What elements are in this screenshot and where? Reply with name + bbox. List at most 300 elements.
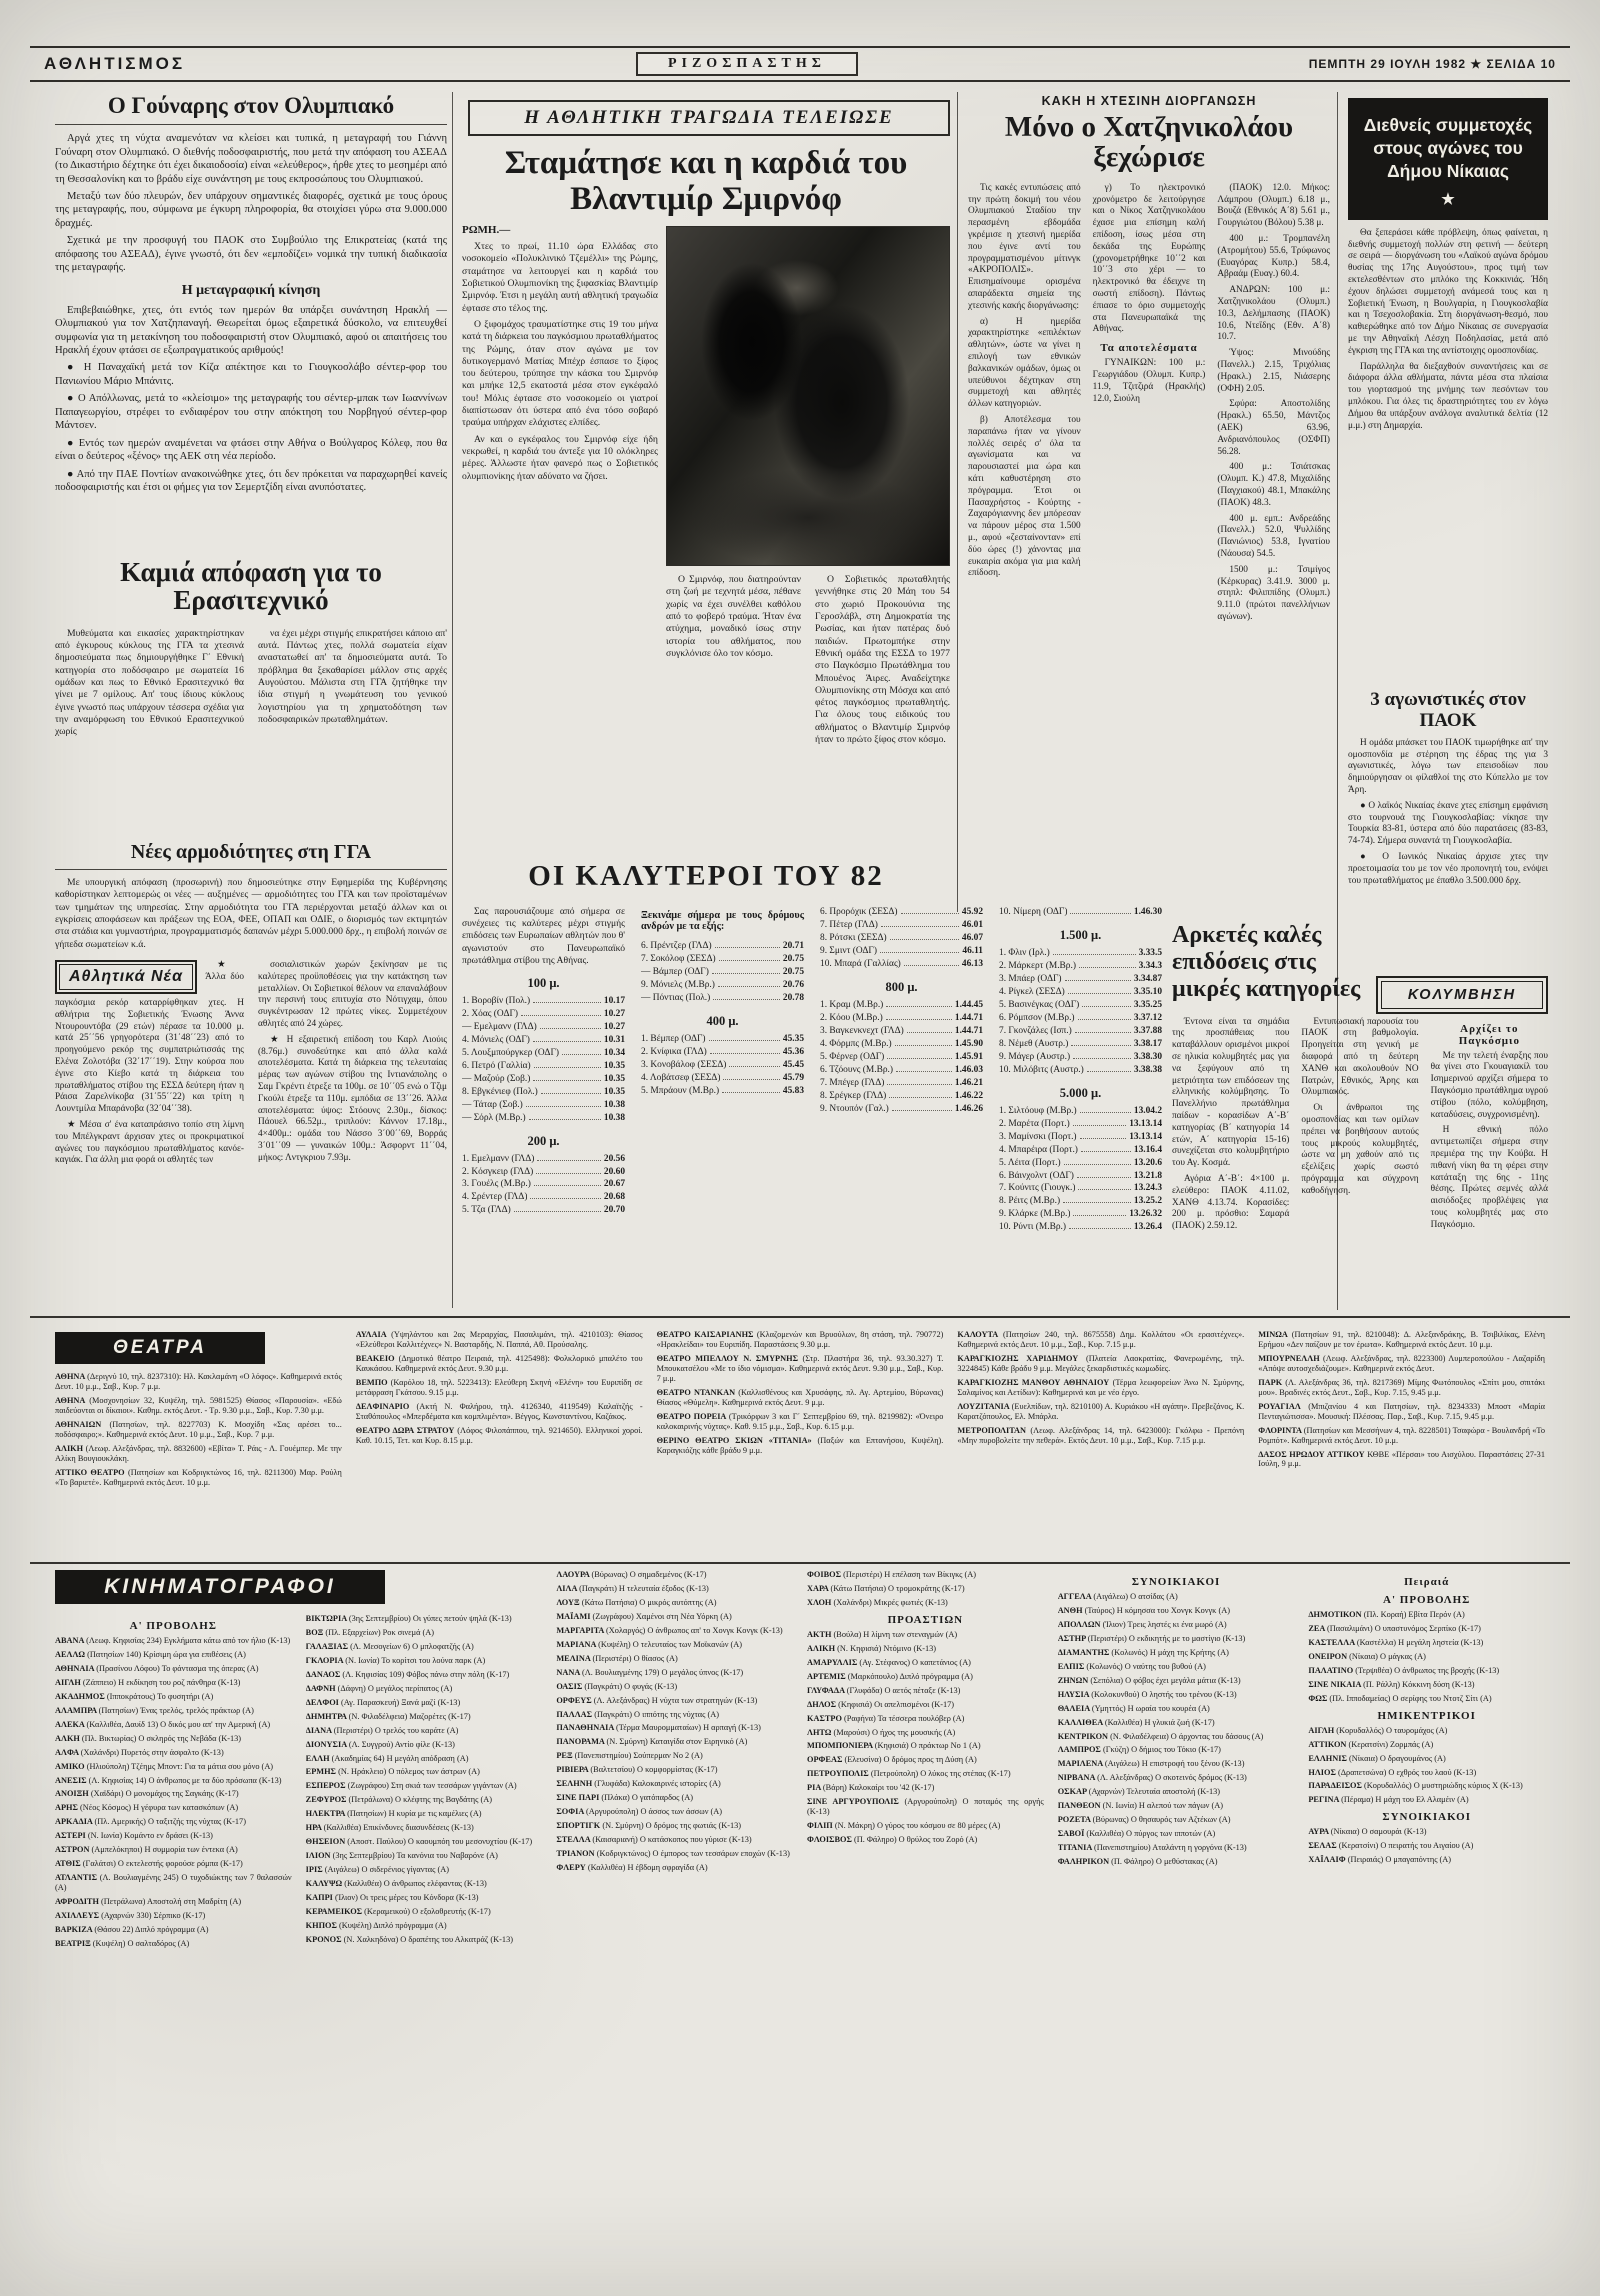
venue-listing: ΔΗΛΟΣ (Κηφισιά) Οι απελπισμένοι (Κ-17) (807, 1699, 955, 1709)
venue-name: ΚΑΛΥΨΩ (305, 1879, 345, 1889)
event-list (999, 1105, 1162, 1235)
theater-listings (55, 1330, 1545, 1558)
venue-name: ΚΑΛΛΙΘΕΑ (1057, 1717, 1105, 1727)
venue-listing: ΠΕΤΡΟΥΠΟΛΙΣ (Πετρούπολη) Ο λύκος της στέπας (Κ-17) (807, 1769, 1011, 1779)
venue-name: ΑΛΚΗ (55, 1733, 82, 1743)
venue-listing: ΚΑΛΥΨΩ (Καλλιθέα) Ο άνθρωπος ελέφαντας (Κ-13) (305, 1879, 487, 1889)
athlete-name: — Βάμπερ (ΟΔΓ) (641, 966, 709, 977)
venue-name: ΚΑΡΑΓΚΙΟΖΗΣ ΜΑΝΘΟΥ ΑΘΗΝΑΙΟΥ (957, 1377, 1113, 1387)
paragraph: Ο Σμιρνόφ, που διατηρούνταν στη ζωή με τεχνητά μέσα, πέθανε χωρίς να έχει συνέλθει καθόλου από το φοβερό τραύμα. Ήταν ένα ατύχημα, μοναδικό ίσως στην ιστορία του αθλήματος, που συγκλόνισε όλο τον κόσμο. (666, 574, 801, 659)
leader-dots (729, 1066, 780, 1067)
result-time: 1.44.45 (954, 999, 983, 1010)
result-time: 10.31 (603, 1034, 625, 1045)
venue-listing: ΙΡΙΣ (Αιγάλεω) Ο σιδερένιος γίγαντας (Α) (305, 1865, 450, 1875)
result-time: 3.35.10 (1133, 986, 1162, 997)
event-list (641, 1033, 804, 1098)
leader-dots (514, 1211, 601, 1212)
result-time: 3.33.5 (1138, 947, 1162, 958)
leader-dots (541, 1093, 601, 1094)
venue-listing: ΣΙΝΕ ΑΡΓΥΡΟΥΠΟΛΙΣ (Αργυρούπολη) Ο ποταμός της οργής (Κ-13) (807, 1797, 1044, 1817)
athlete-name: 2. Κνίφικα (ΓΛΔ) (641, 1046, 707, 1057)
result-time: 46.13 (961, 958, 983, 969)
venue-listing: ΚΑΣΤΡΟ (Ραφήνα) Τα τέσσερα πουλόβερ (Α) (807, 1713, 965, 1723)
column-rule (452, 92, 453, 1308)
result-time: 20.60 (603, 1166, 625, 1177)
venue-listing: ΦΛΕΡΥ (Καλλιθέα) Η έβδομη σφραγίδα (Α) (556, 1863, 708, 1873)
venue-name: ΒΟΞ (305, 1627, 326, 1637)
athlete-name: 4. Μπαρέιρα (Πορτ.) (999, 1144, 1078, 1155)
cinema-column (807, 1570, 1044, 2282)
venue-name: ΘΕΑΤΡΟ ΝΤΑΝΚΑΝ (656, 1387, 739, 1397)
venue-listing: ΣΠΟΡΤΙΓΚ (Ν. Σμύρνη) Ο δρόμος της φωτιάς (Κ-13) (556, 1821, 742, 1831)
result-time: 1.45.90 (954, 1038, 983, 1049)
leader-dots (1078, 1019, 1131, 1020)
leader-dots (521, 1015, 601, 1016)
venue-listing: ΔΑΣΟΣ ΗΡΩΔΟΥ ΑΤΤΙΚΟΥ ΚΘΒΕ «Πέρσαι» του Αισχύλου. Παραστάσεις 27-31 Ιούλη, 9 μ.μ. (1258, 1449, 1545, 1469)
athlete-name: 4. Σρέντερ (ΓΛΔ) (462, 1192, 528, 1203)
date-page-number: ΠΕΜΠΤΗ 29 ΙΟΥΛΗ 1982 ★ ΣΕΛΙΔΑ 10 (1308, 57, 1556, 71)
venue-listing: ΑΣΤΡΟΝ (Αμπελόκηποι) Η συμμορία των έντεκα (Α) (55, 1845, 238, 1855)
athlete-name: 5. Τζα (ΓΛΔ) (462, 1205, 511, 1216)
leader-dots (537, 1160, 600, 1161)
venue-name: ΘΕΑΤΡΟ ΠΟΡΕΙΑ (656, 1411, 729, 1421)
venue-name: ΔΗΜΟΤΙΚΟΝ (1308, 1610, 1364, 1619)
venue-name: ΕΛΛΗ (305, 1753, 332, 1763)
venue-listing: ΦΛΟΡΙΝΤΑ (Πατησίων και Μεσσήνων 4, τηλ. 8228501) Τσαφώρα - Βουλανδρή «Το Ρομπότ». Καθημερινά εκτός Δευτ. 10 μ.μ. (1258, 1425, 1545, 1445)
venue-name: ΛΟΥΞ (556, 1597, 582, 1607)
result-row (462, 995, 625, 1008)
athlete-name: 2. Κόου (Μ.Βρ.) (820, 1012, 883, 1023)
result-time: 3.38.17 (1133, 1038, 1162, 1049)
article-headline: Ο Γούναρης στον Ολυμπιακό (55, 94, 447, 125)
venue-name: ΕΣΠΕΡΟΣ (305, 1781, 348, 1791)
result-row (462, 1034, 625, 1047)
result-row (999, 1118, 1162, 1131)
athlete-name: 9. Μάγερ (Αυστρ.) (999, 1051, 1071, 1062)
event-header: 400 μ. (706, 1013, 739, 1028)
venue-listing: ΒΕΜΠΟ (Καρόλου 18, τηλ. 5223413): Ελεύθερη Σκηνή «Ελένη» του Ευριπίδη σε μετάφραση Γκάτσου. 9.15 μ.μ. (355, 1377, 643, 1397)
venue-listing: ΡΙΑ (Βάρη) Καλοκαίρι του '42 (Κ-17) (807, 1783, 935, 1793)
leader-dots (892, 1110, 952, 1111)
venue-name: ΦΛΟΡΙΝΤΑ (1258, 1425, 1304, 1435)
paragraph: ΓΥΝΑΙΚΩΝ: 100 μ.: Γεωργιάδου (Ολυμπ. Κυπρ.) 11.9, Τζιτζιρά (Ηρακλής) 12.0, Σιούλη (1092, 358, 1206, 404)
venue-listing: ΑΤΛΑΝΤΙΣ (Λ. Βουλιαγμένης 245) Ο τυχοδιώκτης των 7 θαλασσών (Α) (55, 1873, 292, 1893)
venue-name: ΑΘΗΝΑ (55, 1372, 88, 1381)
event-list (820, 999, 983, 1116)
venue-name: ΚΗΠΟΣ (305, 1920, 339, 1930)
paragraph: Αν και ο εγκέφαλος του Σμιρνόφ είχε ήδη νεκρωθεί, η καρδιά του άντεξε για 10 ολόκληρες μέρες. Άλλωστε ήταν φανερό πως ο Σοβιετικός ολυμπιονίκης ήταν αδύνατο να ζήσει. (462, 433, 658, 482)
venue-name: ΟΑΣΙΣ (556, 1681, 585, 1691)
venue-name: ΜΑΡΙΛΕΝΑ (1057, 1759, 1105, 1769)
venue-name: ΣΙΝΕ ΠΑΡΙ (556, 1793, 602, 1803)
result-row (462, 1047, 625, 1060)
athlete-name: 4. Λοβάτσεφ (ΣΕΣΔ) (641, 1072, 721, 1083)
venue-listing: ΑΣΤΗΡ (Περιστέρι) Ο εκδικητής με το μαστίγιο (Κ-13) (1057, 1633, 1246, 1643)
article-column (1172, 1017, 1289, 1237)
result-row (462, 1178, 625, 1191)
result-row (999, 1064, 1162, 1077)
venue-name: ΠΑΡΚ (1258, 1377, 1286, 1387)
paragraph: Έντονα είναι τα σημάδια της προσπάθειας που καταβάλλουν ορισμένοι μικροί σε ηλικία κολυμβητές μας για να ξεφύγουν από τη μετριότητα των επιδόσεων της ελληνικής κολύμβησης. Το Πανελλήνιο πρωτάθλημα παίδων - κορασίδων Α΄-Β΄ κατηγορίας (Β΄ κατηγορία 14 ετών, Α΄ κατηγορία 15-16) συνεχίζεται στο κολυμβητήριο του Αγ. Κοσμά. (1172, 1016, 1290, 1169)
result-time: 46.07 (961, 932, 983, 943)
result-time: 45.36 (782, 1046, 804, 1057)
result-row (462, 1099, 625, 1112)
result-row (820, 1103, 983, 1116)
paragraph: ★ Άλλα δύο παγκόσμια ρεκόρ καταρρίφθηκαν χτες. Η αθλήτρια της Σοβιετικής Ένωσης Άννα Ντουρουντόβα (29 ετών) πέρασε τα 10.000 μ. κατά 25΄΄56 γρηγορότερα (31΄48΄΄23) από το προηγούμενο ρεκόρ της συμπατριώτισσάς της Ελένα Ζολοτόβα (32΄17΄΄19). Στην κούρσα που έγινε στο Κίεβο κατά τη διάρκεια του πρωταθλήματος στίβου της ΕΣΣΔ δεύτερη ήταν η Ράισα Ζαρελνίκοβα (31΄55΄΄22) και τρίτη η Λουντμίλα Μπαράνοβα (32΄04΄΄38). (55, 960, 244, 1115)
result-row (999, 1170, 1162, 1183)
venue-listing: ΘΕΑΤΡΟ ΝΤΑΝΚΑΝ (Καλλισθένους και Χρυσάφης, πλ. Αγ. Αρτεμίου, Βύρωνας) Θίασος «Θύμελη». Καθημερινά εκτός Δευτ. 9 μ.μ. (656, 1387, 944, 1407)
venue-name: ΔΕΛΦΟΙ (305, 1697, 341, 1707)
paragraph: Αγόρια Α΄-Β΄: 4×100 μ. ελεύθερο: ΠΑΟΚ 4.11.02, ΧΑΝΘ 4.13.74. Κορασίδες: 200 μ. πρόσθιο: Σαμαρά (ΠΑΟΚ) 2.59.12. (1172, 1173, 1290, 1232)
leader-dots (887, 1058, 952, 1059)
venue-name: ΑΒΑΝΑ (55, 1636, 87, 1645)
venue-name: ΑΜΙΚΟ (55, 1761, 87, 1771)
result-time: 1.46.03 (954, 1064, 983, 1075)
listing-section-header: ΣΥΝΟΙΚΙΑΚΟΙ (1382, 1811, 1471, 1824)
venue-listing: ΔΙΟΝΥΣΙΑ (Λ. Συγγρού) Αντίο φίλε (Κ-13) (305, 1739, 455, 1749)
venue-name: ΘΑΛΕΙΑ (1057, 1703, 1092, 1713)
venue-name: ΣΙΝΕ ΝΙΚΑΙΑ (1308, 1679, 1364, 1689)
venue-listing: ΜΙΝΩΑ (Πατησίων 91, τηλ. 8210048): Δ. Αλεξανδράκης, Β. Τσιβιλίκας, Ελένη Ερήμου «Δεν παίζουν με τον έρωτα». Καθημερινά εκτός Δευτ. 10 μ.μ. (1258, 1330, 1545, 1349)
venue-name: ΜΕΤΡΟΠΟΛΙΤΑΝ (957, 1425, 1031, 1435)
venue-name: ΖΕΑ (1308, 1623, 1328, 1633)
section-divider (30, 1562, 1570, 1564)
venue-listing: ΑΦΡΟΔΙΤΗ (Πετράλωνα) Αποστολή στη Μαδρίτη (Α) (55, 1897, 242, 1907)
result-time: 13.04.2 (1133, 1105, 1162, 1116)
article-headline: Νέες αρμοδιότητες στη ΓΓΑ (55, 842, 447, 870)
cinema-column (1308, 1570, 1545, 2282)
venue-listing: ΑΓΓΕΛΑ (Αιγάλεω) Ο ατσίδας (Α) (1057, 1592, 1178, 1601)
venue-listing: ΝΑΝΑ (Λ. Βουλιαγμένης 179) Ο μεγάλος ύπνος (Κ-17) (556, 1667, 744, 1677)
result-row (462, 1153, 625, 1166)
result-time: 3.38.38 (1133, 1064, 1162, 1075)
venue-name: ΑΘΗΝΑΙΑ (55, 1663, 97, 1673)
venue-listing: ΜΠΟΜΠΟΝΙΕΡΑ (Κηφισιά) Ο πράκτωρ Νο 1 (Α) (807, 1741, 981, 1751)
venue-listing: ΧΑΪΛΑΙΦ (Πειραιάς) Ο μπαγαπόντης (Α) (1308, 1855, 1452, 1865)
leader-dots (1087, 1071, 1131, 1072)
paragraph: σοσιαλιστικών χωρών ξεκίνησαν με τις καλύτερες προϋποθέσεις για την κατάκτηση των μεταλλίων. Οι Σοβιετικοί θέλουν να επαναλάβουν την περσινή τους επιτυχία στο Νότιγχαμ, όπου συγκέντρωσαν 12 πρώτες νίκες. Συμμετέχουν αθλητές από 24 χώρες. (258, 960, 447, 1029)
paragraph: Σφύρα: Αποστολίδης (Ηρακλ.) 65.50, Μάντζος (ΑΕΚ) 63.96, Ανδριανόπουλος (ΟΣΦΠ) 56.28. (1217, 399, 1330, 457)
venue-name: ΣΠΟΡΤΙΓΚ (556, 1821, 603, 1831)
result-row (641, 979, 804, 992)
athlete-name: 1. Εμελμανν (ΓΛΔ) (462, 1153, 535, 1164)
paragraph: Οι άνθρωποι της ομοσπονδίας και των ομίλων πρέπει να βοηθήσουν αυτούς τους μικρούς κολυμβητές, ώστε να μη χαθούν από τις εξελίξεις χωρίς σωστό πρόγραμμα και σύγχρονη καθοδήγηση. (1301, 1103, 1419, 1196)
paragraph: Με την τελετή έναρξης που θα γίνει στο Γκουαγιακίλ του Ισημερινού αρχίζει σήμερα το Παγκόσμιο πρωτάθλημα υγρού στίβου (πόλο, κολύμβηση, καταδύσεις, συγχρονισμένη). (1430, 1050, 1548, 1120)
venue-listing: ΑΙΓΛΗ (Κορυδαλλός) Ο ταυρομάχος (Α) (1308, 1725, 1448, 1735)
article-kicker: ΚΑΚΗ Η ΧΤΕΣΙΝΗ ΔΙΟΡΓΑΝΩΣΗ (1041, 94, 1257, 108)
venue-listing: ΑΤΤΙΚΟΝ (Κερατσίνι) Ζορμπάς (Α) (1308, 1739, 1434, 1749)
venue-listing: ΜΕΤΡΟΠΟΛΙΤΑΝ (Λεωφ. Αλεξάνδρας 14, τηλ. 6423000): Γκόλφω - Πρεπόνη «Μην πυροβολείτε την πεθερά». Εκτός Δευτ. 10 μ.μ., Σαβ., Κυρ. 7.15 μ.μ. (957, 1425, 1245, 1445)
venue-name: ΗΛΥΣΙΑ (1057, 1689, 1092, 1699)
leader-dots (1063, 1202, 1131, 1203)
venue-name: ΔΕΛΦΙΝΑΡΙΟ (355, 1401, 417, 1411)
article-column (1217, 183, 1330, 628)
leader-dots (895, 1045, 952, 1046)
venue-listing: ΑΘΗΝΑΙΑ (Πρασίνου Λόφου) Το φάντασμα της όπερας (Α) (55, 1663, 259, 1673)
athlete-name: 3. Βαγκενκνεχτ (ΓΛΔ) (820, 1025, 904, 1036)
paragraph: ● Ο λαϊκός Νικαίας έκανε χτες επίσημη εμφάνιση στο τουρνουά της Γιουγκοσλαβίας: νίκησε την Τουρκία 83-81, ύστερα από δύο παρατάσεις (83-83, 74-74). Σήμερα συναντά τη Γιουγκοσλαβία. (1348, 800, 1548, 847)
venue-name: ΚΕΝΤΡΙΚΟΝ (1057, 1731, 1111, 1741)
venue-listing: ΑΠΟΛΛΩΝ (Ίλιον) Τρεις ληστές κι ένα μωρό (Α) (1057, 1619, 1227, 1629)
article-body (462, 241, 658, 483)
athlete-name: 2. Μάρκερτ (Μ.Βρ.) (999, 960, 1076, 971)
venue-listing: ΑΜΑΡΥΛΛΙΣ (Αγ. Στέφανος) Ο καπετάνιος (Α) (807, 1657, 971, 1667)
venue-name: ΡΕΞ (556, 1751, 575, 1761)
venue-listing: ΚΡΟΝΟΣ (Ν. Χαλκηδόνα) Ο δραπέτης του Αλκατράζ (Κ-13) (305, 1934, 513, 1944)
venue-listing: ΝΙΡΒΑΝΑ (Λ. Αλεξάνδρας) Ο σκοτεινός δρόμος (Κ-13) (1057, 1773, 1247, 1783)
nikaia-emblem-icon: ★ (1441, 191, 1455, 209)
results-column (999, 906, 1162, 1234)
athlete-name: 6. Τζόουνς (Μ.Βρ.) (820, 1064, 893, 1075)
venue-listing: ΒΑΡΚΙΖΑ (Θάσου 22) Διπλό πρόγραμμα (Α) (55, 1925, 209, 1935)
theater-column (1258, 1330, 1545, 1558)
venue-name: ΑΛΦΑ (55, 1747, 81, 1757)
venue-name: ΘΕΡΙΝΟ ΘΕΑΤΡΟ ΣΚΙΩΝ «ΤΙΤΑΝΙΑ» (656, 1435, 818, 1445)
result-time: 13.24.3 (1133, 1183, 1162, 1194)
leader-dots (1068, 993, 1131, 994)
venue-name: ΔΑΦΝΗ (305, 1683, 338, 1693)
athlete-name: 8. Εβγκένιεφ (Πολ.) (462, 1086, 538, 1097)
venue-listing: ΑΛΙΚΗ (Ν. Κηφισιά) Ντόμινο (Κ-13) (807, 1643, 937, 1653)
leader-dots (887, 1084, 952, 1085)
venue-listing: ΧΛΟΗ (Χαλάνδρι) Μικρές φωτιές (Κ-13) (807, 1597, 948, 1607)
article-subhead: Η μεταγραφική κίνηση (181, 282, 321, 298)
venue-name: ΠΑΝΟΡΑΜΑ (556, 1737, 607, 1747)
column-rule (957, 92, 958, 912)
leader-dots (529, 1119, 601, 1120)
leader-dots (1073, 1058, 1131, 1059)
venue-name: ΦΩΣ (1308, 1693, 1330, 1703)
venue-listing: ΚΕΝΤΡΙΚΟΝ (Ν. Φιλαδέλφεια) Ο άρχοντας του δάσους (Α) (1057, 1731, 1264, 1741)
result-row (641, 1085, 804, 1098)
leader-dots (534, 1067, 601, 1068)
result-row (462, 1086, 625, 1099)
venue-listing: ΘΗΣΕΙΟΝ (Αποστ. Παύλου) Ο καουμπόη του μεσονυχτίου (Κ-17) (305, 1837, 533, 1847)
venue-name: ΤΡΙΑΝΟΝ (556, 1849, 597, 1859)
athlete-name: 3. Κονοβάλοφ (ΣΕΣΔ) (641, 1059, 727, 1070)
venue-listing: ΑΕΛΛΩ (Πατησίων 140) Κρίσιμη ώρα για επιθέσεις (Α) (55, 1649, 246, 1659)
venue-name: ΑΧΙΛΛΕΥΣ (55, 1911, 102, 1921)
venue-name: ΚΑΡΑΓΚΙΟΖΗΣ ΧΑΡΙΔΗΜΟΥ (957, 1353, 1087, 1363)
venue-name: ΝΙΡΒΑΝΑ (1057, 1773, 1098, 1783)
venue-listing: ΗΛΙΟΣ (Δραπετσώνα) Ο εχθρός του λαού (Κ-13) (1308, 1767, 1477, 1777)
result-row (999, 947, 1162, 960)
athlete-name: 9. Ντουπόν (Γαλ.) (820, 1103, 889, 1114)
paragraph: (ΠΑΟΚ) 12.0. Μήκος: Λάμπρου (Ολυμπ.) 6.18 μ., Βουζά (Εθνικός Α΄8) 5.61 μ., Γουργιώτου (Βόλου) 5.38 μ. (1217, 182, 1330, 229)
leader-dots (904, 965, 959, 966)
paragraph: 400 μ. εμπ.: Ανδρεάδης (Πανελλ.) 52.0, Ψυλλίδης (Πανιώνιος) 53.8, Ιγνατίου (Νάουσα) 54.5. (1217, 513, 1330, 559)
athlete-name: 1. Φλιν (Ιρλ.) (999, 947, 1050, 958)
article-headline: Μόνο ο Χατζηνικολάου ξεχώρισε (1004, 111, 1294, 174)
result-row (820, 919, 983, 932)
venue-name: ΚΡΟΝΟΣ (305, 1934, 344, 1944)
venue-listing: ΠΑΡΑΔΕΙΣΟΣ (Κορυδαλλός) Ο μυστηριώδης κύριος Χ (Κ-13) (1308, 1781, 1523, 1791)
venue-listing: ΒΕΑΤΡΙΞ (Κυψέλη) Ο σαλταδόρος (Α) (55, 1938, 190, 1948)
result-row (820, 1077, 983, 1090)
venue-listing: ΡΙΒΙΕΡΑ (Βαλτετσίου) Ο κομφορμίστας (Κ-17) (556, 1765, 718, 1775)
venue-listing: ΚΑΡΑΓΚΙΟΖΗΣ ΧΑΡΙΔΗΜΟΥ (Πλατεία Λαοκρατίας, Φανερωμένης, τηλ. 3224845) Κάθε βράδυ 9 μ.μ. Μεγάλες ξεκαρδιστικές κωμωδίες. (957, 1353, 1245, 1373)
paragraph: Μυθεύματα και εικασίες χαρακτηρίστηκαν από έγκυρους κύκλους της ΓΓΑ τα χτεσινά δημοσιεύματα πως δημιουργήθηκε Γ΄ Εθνική κατηγορία στο ποδόσφαιρο με σωματεία 16 ομάδων και πως το Εθνικό Ερασιτεχνικό θα γίνει με 7 ομίλους. Απ' τους ίδιους κύκλους έγινε γνωστό πως υπάρχουν τέσσερα σχέδια για την αναμόρφωση του Εθνικού Ερασιτεχνικού χωρίς (55, 627, 244, 738)
venue-listing: ΣΙΝΕ ΝΙΚΑΙΑ (Π. Ράλλη) Κόκκινη δύση (Κ-13) (1308, 1679, 1475, 1689)
result-row (999, 986, 1162, 999)
leader-dots (1069, 1228, 1131, 1229)
leader-dots (526, 1106, 601, 1107)
venue-listing: ΕΡΜΗΣ (Ν. Ηράκλειο) Ο πόλεμος των άστρων (Α) (305, 1767, 480, 1777)
venue-name: ΛΙΛΑ (556, 1583, 580, 1593)
paragraph: γ) Το ηλεκτρονικό χρονόμετρο δε λειτούργησε και ο Νίκος Χατζηνικολάου έχασε μια επίσημη καλή επίδοση, ίσως μέσα στη δεκάδα της Ευρώπης (χρονομετρήθηκε 10΄΄2 και 10΄΄3 στο χέρι — το ηλεκτρονικό θα έδειχνε τη σωστή επίδοση). Πάντως έπιασε το όριο συμμετοχής στα Πανευρωπαϊκά της Αθήνας. (1092, 182, 1206, 335)
venue-name: ΑΜΑΡΥΛΛΙΣ (807, 1657, 860, 1667)
leader-dots (901, 913, 959, 914)
paragraph: Παράλληλα θα διεξαχθούν συναντήσεις και σε διάφορα άλλα αθλήματα, πάντα μέσα στα πλαίσια του γιορτασμού της μνήμης των πεσόντων του μπλόκου. Για όλες τις δραστηριότητες του εν λόγω Δήμου θα υπάρξουν ανάλογα αναλυτικά δελτία (12 μ.μ.) στη Δημαρχία. (1348, 361, 1548, 431)
article-body (1348, 228, 1548, 433)
briefs-column (258, 960, 447, 1171)
paragraph: Τις κακές εντυπώσεις από την πρώτη δοκιμή του νέου Ολυμπιακού Σταδίου την περασμένη εβδομάδα γκρέμισε η χτεσινή ημερίδα που έγινε αντί του προγραμματισμένου μίτινγκ «ΑΚΡΟΠΟΛΙΣ». Επισημαίνουμε ορισμένα απαράδεκτα σημεία της χτεσινής κακής διοργάνωσης: (968, 182, 1081, 311)
result-time: 3.35.25 (1133, 999, 1162, 1010)
venue-name: ΛΑΜΠΡΟΣ (1057, 1745, 1103, 1755)
listing-section-header: Τα αποτελέσματα (1100, 342, 1198, 355)
venue-name: ΓΑΛΑΞΙΑΣ (305, 1641, 351, 1651)
athlete-name: 6. Βάινχολντ (ΟΔΓ) (999, 1170, 1074, 1181)
venue-listing: ΣΤΕΛΛΑ (Καισαριανή) Ο κατάσκοπος που γύρισε (Κ-13) (556, 1835, 752, 1845)
event-list (641, 940, 804, 1005)
result-row (462, 1166, 625, 1179)
venue-listing: ΜΕΛΙΝΑ (Περιστέρι) Ο θίασος (Α) (556, 1653, 678, 1663)
venue-name: ΗΛΙΟΣ (1308, 1767, 1338, 1777)
venue-name: ΒΕΑΚΕΙΟ (355, 1353, 399, 1363)
venue-listing: ΛΑΜΠΡΟΣ (Γκύζη) Ο δήμιος του Τόκιο (Κ-17) (1057, 1745, 1221, 1755)
nikaia-box-title: Διεθνείς συμμετοχές στους αγώνες του Δήμου Νίκαιας (1363, 115, 1533, 181)
leader-dots (533, 1080, 601, 1081)
theater-column (55, 1330, 342, 1558)
venue-name: ΑΚΤΗ (807, 1629, 834, 1639)
venue-name: ΗΡΑ (305, 1823, 324, 1833)
venue-listing: ΛΟΥΞ (Κάτω Πατήσια) Ο μικρός αυτόπτης (Α) (556, 1597, 717, 1607)
event-list (462, 995, 625, 1125)
venue-listing: ΧΑΡΑ (Κάτω Πατήσια) Ο τρομοκράτης (Κ-17) (807, 1583, 965, 1593)
venue-listing: ΔΑΝΑΟΣ (Λ. Κηφισίας 109) Φόβος πάνω στην πόλη (Κ-17) (305, 1669, 510, 1679)
venue-name: ΡΟΖΕΤΑ (1057, 1815, 1093, 1825)
venue-name: ΛΑΟΥΡΑ (556, 1570, 592, 1579)
venue-name: ΚΑΛΟΥΤΑ (957, 1330, 1003, 1339)
athlete-name: 7. Πέτερ (ΓΛΔ) (820, 919, 878, 930)
result-row (820, 932, 983, 945)
venue-name: ΧΑΪΛΑΙΦ (1308, 1855, 1348, 1865)
result-row (641, 966, 804, 979)
paragraph: Αργά χτες τη νύχτα αναμενόταν να κλείσει και τυπικά, η μεταγραφή του Γιάννη Γούναρη στον Ολυμπιακό. Ο διεθνής ποδοσφαιριστής, που μετά την απόφαση του ΑΣΕΑΔ (το Δικαστήριο δέχτηκε ότι έχει δικαιοδοσία) είναι «ελεύθερος», ήρθε χτες το μεσημέρι από τη Θεσσαλονίκη και το βράδυ είχε συνάντηση με τους εκπροσώπους του Ολυμπιακού. (55, 133, 447, 185)
result-row (999, 1144, 1162, 1157)
result-time: 10.38 (603, 1099, 625, 1110)
paragraph: ★ Η εξαιρετική επίδοση του Καρλ Λιούις (8.76μ.) συνοδεύτηκε και από άλλα καλά αποτελέσματα. Κατά τη διάρκεια της τελευταίας μέρας των αγώνων στίβου της Ιντιανάπολης ο Σαμ Γκρέντι έτρεξε τα 100μ. σε 10΄΄05 ενώ ο Τζιμ Γκούλι έτρεξε τα 110μ. εμπόδια σε 13΄΄26. Άλλα αποτελέσματα: ύψος: Στόουνς 2.30μ., δίσκος: Πάουελ 66.52μ., τριπλούν: Κάννον 17.18μ., 4×400μ.: ομάδα του Νάσσο 3΄00΄΄69, Βορράς 3΄01΄΄09 — γυναικών 100μ.: Άσφορντ 11΄΄04, μήκος: Λντγκριου 7.93μ. (258, 1034, 447, 1163)
result-row (999, 1131, 1162, 1144)
paragraph: ● Από την ΠΑΕ Ποντίων ανακοινώθηκε χτες, ότι δεν πρόκειται να παραχωρηθεί κανείς ποδοσφαιριστής και έτσι οι φήμες για τον Σεμερτζίδη είναι ανυπόστατες. (55, 468, 447, 494)
article-paok (1348, 690, 1548, 912)
results-intro: Σας παρουσιάζουμε από σήμερα σε συνέχειες τις καλύτερες μέχρι στιγμής επιδόσεις των Ευρωπαίων αθλητών που θ' αγωνιστούν στο Πανευρωπαϊκό πρωτάθλημα στίβου της Αθήνας. (462, 906, 625, 966)
venue-name: ΔΙΑΝΑ (305, 1725, 334, 1735)
venue-name: ΛΗΤΩ (807, 1727, 834, 1737)
sports-briefs (55, 960, 447, 1308)
venue-listing: ΒΙΚΤΩΡΙΑ (3ης Σεπτεμβρίου) Οι γύπες πετούν ψηλά (Κ-13) (305, 1614, 512, 1623)
athlete-name: — Πόντιας (Πολ.) (641, 992, 711, 1003)
athlete-name: 1. Σιλτόουφ (Μ.Βρ.) (999, 1105, 1077, 1116)
article-hatzinikolaou (968, 94, 1330, 912)
result-time: 45.92 (961, 907, 983, 917)
leader-dots (1080, 1112, 1131, 1113)
venue-name: ΧΛΟΗ (807, 1597, 834, 1607)
leader-dots (1065, 980, 1131, 981)
venue-listing: ΣΑΒΟΪ (Καλλιθέα) Ο πύργος των ιπποτών (Α) (1057, 1829, 1216, 1839)
event-header: 5.000 μ. (1059, 1085, 1102, 1100)
venue-listing: ΑΛΚΗ (Πλ. Βικτωρίας) Ο σκληρός της Νεβάδα (Κ-13) (55, 1733, 242, 1743)
event-header: 200 μ. (527, 1133, 560, 1148)
venue-listing: ΚΑΣΤΕΛΛΑ (Καστέλλα) Η μεγάλη ληστεία (Κ-13) (1308, 1637, 1484, 1647)
result-time: 3.37.88 (1133, 1025, 1162, 1036)
venue-listing: ΤΙΤΑΝΙΑ (Πανεπιστημίου) Αταλάντη η γοργόνα (Κ-13) (1057, 1843, 1247, 1853)
event-header: 800 μ. (885, 979, 918, 994)
venue-listing: ΦΙΛΙΠ (Ν. Μάκρη) Ο γύρος του κόσμου σε 80 μέρες (Α) (807, 1821, 1001, 1831)
athlete-name: 6. Πρέντζερ (ΓΛΔ) (641, 941, 712, 951)
venue-listing: ΔΙΑΝΑ (Περιστέρι) Ο τρελός του καράτε (Α) (305, 1725, 459, 1735)
result-row (641, 953, 804, 966)
best82-title: ΟΙ ΚΑΛΥΤΕΡΟΙ ΤΟΥ 82 (528, 860, 884, 892)
venue-listing: ΑΥΡΑ (Νίκαια) Ο σαμουράι (Κ-13) (1308, 1827, 1427, 1837)
athlete-name: 8. Νέμεθ (Αυστρ.) (999, 1038, 1069, 1049)
result-row (641, 940, 804, 953)
venue-listing: ΗΛΕΚΤΡΑ (Πατησίων) Η κυρία με τις καμέλιες (Α) (305, 1809, 482, 1819)
venue-name: ΦΛΕΡΥ (556, 1863, 588, 1873)
result-row (999, 906, 1162, 919)
venue-name: ΚΑΠΡΙ (305, 1893, 335, 1903)
venue-listing: ΣΕΛΑΣ (Κερατσίνι) Ο πειρατής του Αιγαίου (Α) (1308, 1841, 1474, 1851)
article-column (1301, 1017, 1418, 1237)
venue-listing: ΦΟΙΒΟΣ (Περιστέρι) Η επέλαση των Βίκιγκς (Α) (807, 1570, 977, 1579)
athlete-name: 5. Βασινέγκας (ΟΔΓ) (999, 999, 1080, 1010)
venue-name: ΓΛΥΦΑΔΑ (807, 1685, 847, 1695)
athlete-name: 9. Μόνιελς (Μ.Βρ.) (641, 979, 715, 990)
venue-name: ΣΑΒΟΪ (1057, 1829, 1087, 1839)
listing-section-header: Πειραιά (1404, 1576, 1450, 1588)
venue-name: ΑΝΘΗ (1057, 1605, 1085, 1615)
cinema-column (556, 1570, 793, 2282)
result-row (999, 1038, 1162, 1051)
result-row (641, 1046, 804, 1059)
result-time: 1.46.30 (1133, 907, 1162, 917)
result-row (999, 1025, 1162, 1038)
venue-name: ΒΕΜΠΟ (355, 1377, 391, 1387)
result-time: 3.38.30 (1133, 1051, 1162, 1062)
result-time: 1.46.22 (954, 1090, 983, 1101)
leader-dots (886, 1006, 952, 1007)
venue-name: ΑΝΟΙΞΗ (55, 1789, 91, 1799)
leader-dots (533, 1041, 601, 1042)
paragraph: 400 μ.: Τσιάτσκας (Ολυμπ. Κ.) 47.8, Μιχαλίδης (Παγχιακού) 48.1, Μπακάλης (ΠΑΟΚ) 48.3. (1217, 462, 1330, 508)
venue-listing: ΠΑΝΟΡΑΜΑ (Ν. Σμύρνη) Καταιγίδα στον Ειρηνικό (Α) (556, 1737, 748, 1747)
athlete-name: 7. Σοκόλοφ (ΣΕΣΔ) (641, 953, 716, 964)
tragedy-under-photo (666, 574, 950, 858)
article-column (1431, 1017, 1548, 1237)
venue-listing: ΑΜΙΚΟ (Ηλιούπολη) Τζέημς Μποντ: Για τα μάτια σου μόνο (Α) (55, 1761, 274, 1771)
venue-listing: ΚΕΡΑΜΕΙΚΟΣ (Κεραμεικού) Ο εξολοθρευτής (Κ-17) (305, 1907, 491, 1917)
swimming-badge: ΚΟΛΥΜΒΗΣΗ (1376, 976, 1548, 1014)
event-list (820, 906, 983, 971)
nikaia-announcement-box (1348, 98, 1548, 220)
article-gounaris (55, 94, 447, 554)
venue-name: ΛΟΥΖΙΤΑΝΙΑ (957, 1401, 1012, 1411)
result-time: 10.27 (603, 1021, 625, 1032)
fencing-photo (666, 226, 950, 566)
paragraph: Ο Σοβιετικός πρωταθλητής γεννήθηκε στις 20 Μάη του 54 στο χωριό Προκουύνια της Γεροσλάβλ, στη Δημοκρατία της Ρωσίας, και ήταν πατέρας δυό παιδιών. Πρωτομπήκε στην Εθνική ομάδα της ΕΣΣΔ το 1977 στο Παγκόσμιο Πρωτάθλημα του Μπουένος Άιρες. Αναδείχτηκε Ολυμπιονίκης στη Μόσχα και από φέτος παγκόσμιος πρωταθλητής. Για όλους τους ειδικούς του αθλήματος ο Βλαντιμίρ Σμιρνόφ ήταν το πρώτο ξίφος στον κόσμο. (815, 574, 950, 746)
athlete-name: 5. Λέιτα (Πορτ.) (999, 1157, 1061, 1168)
result-time: 10.34 (603, 1047, 625, 1058)
